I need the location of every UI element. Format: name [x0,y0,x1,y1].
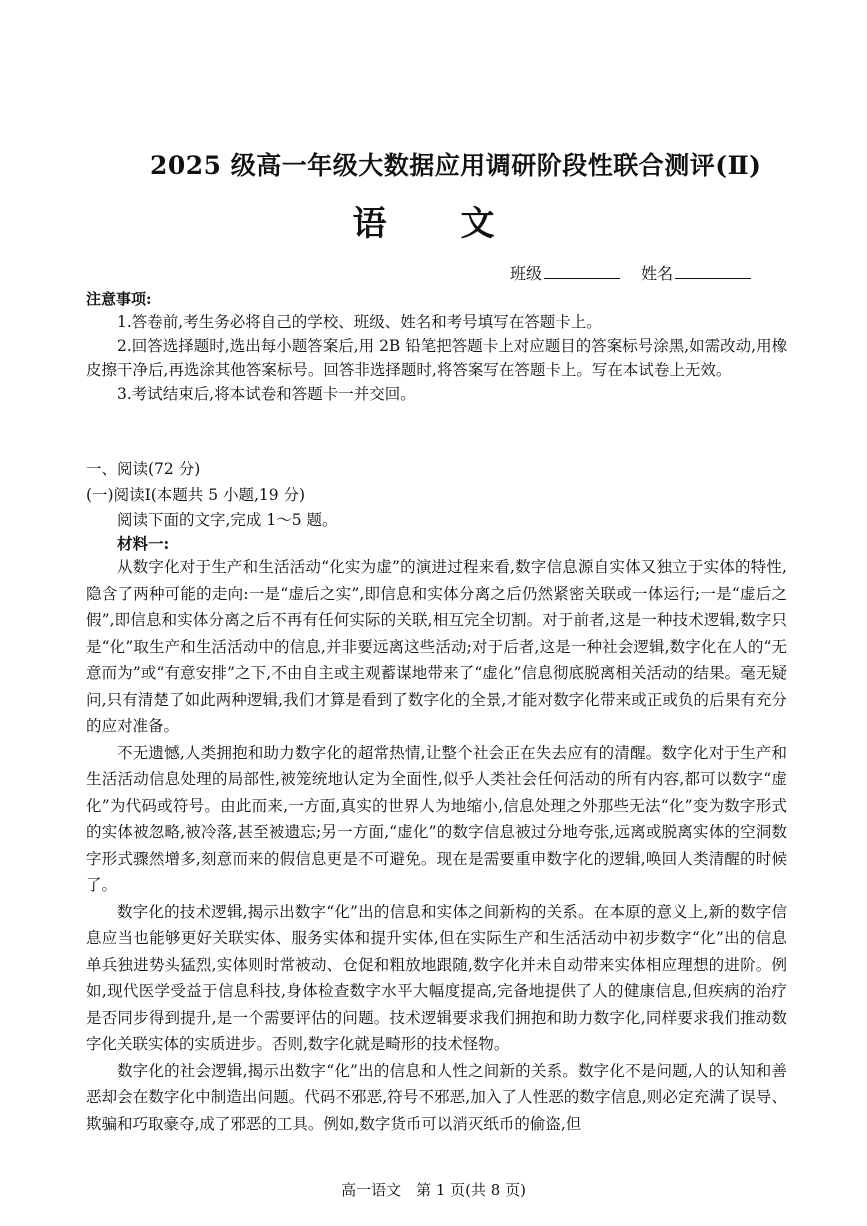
notice-list [86,310,790,406]
section-heading: 一、阅读(72 分) [86,460,201,478]
notice-item: 2.回答选择题时,选出每小题答案后,用 2B 铅笔把答题卡上对应题目的答案标号涂黑,如需改动,用橡皮擦干净后,再选涂其他答案标号。回答非选择题时,将答案写在答题卡上。写在本试卷上无效。 [86,337,788,379]
name-blank [675,264,751,279]
subsection-heading: (一)阅读Ⅰ(本题共 5 小题,19 分) [86,486,306,504]
notice-heading: 注意事项: [86,290,152,308]
subject-title: 语 文 [352,204,515,244]
class-blank [544,264,620,279]
material-label: 材料一: [117,534,170,553]
instruction-text: 阅读下面的文字,完成 1～5 题。 [117,511,338,529]
student-info-fields [510,261,767,284]
passage-paragraph: 从数字化对于生产和生活活动“化实为虚”的演进过程来看,数字信息源自实体又独立于实体的特性,隐含了两种可能的走向:一是“虚后之实”,即信息和实体分离之后仍然紧密关联或一体运行;一是“虚后之假”,即信息和实体分离之后不再有任何实际的关联,相互完全切割。对于前者,这是一种技术逻辑,数字只是“化”取生产和生活活动中的信息,并非要远离这些活动;对于后者,这是一种社会逻辑,数字化在人的“无意而为”或“有意安排”之下,不由自主或主观蓄谋地带来了“虚化”信息彻底脱离相关活动的结果。毫无疑问,只有清楚了如此两种逻辑,我们才算是看到了数字化的全景,才能对数字化带来或正或负的后果有充分的应对准备。 [86,558,787,735]
class-label: 班级 [510,264,543,283]
passage-paragraph: 数字化的技术逻辑,揭示出数字“化”出的信息和实体之间新构的关系。在本原的意义上,新的数字信息应当也能够更好关联实体、服务实体和提升实体,但在实际生产和生活活动中初步数字“化”出的信息单兵独进势头猛烈,实体则时常被动、仓促和粗放地跟随,数字化并未自动带来实体相应理想的进阶。例如,现代医学受益于信息科技,身体检查数字水平大幅度提高,完备地提供了人的健康信息,但疾病的治疗是否同步得到提升,是一个需要评估的问题。技术逻辑要求我们拥抱和助力数字化,同样要求我们推动数字化关联实体的实质进步。否则,数字化就是畸形的技术怪物。 [86,902,787,1053]
notice-item: 1.答卷前,考生务必将自己的学校、班级、姓名和考号填写在答题卡上。 [117,313,602,331]
passage-paragraph: 数字化的社会逻辑,揭示出数字“化”出的信息和人性之间新的关系。数字化不是问题,人的认知和善恶却会在数字化中制造出问题。代码不邪恶,符号不邪恶,加入了人性恶的数字信息,则必定充满了误导、欺骗和巧取豪夺,成了邪恶的工具。例如,数字货币可以消灭纸币的偷盗,但 [86,1061,787,1133]
page-footer: 高一语文 第 1 页(共 8 页) [341,1181,526,1199]
reading-passage [86,554,787,1137]
exam-title: 2025 级高一年级大数据应用调研阶段性联合测评(Ⅱ) [150,151,762,180]
notice-item: 3.考试结束后,将本试卷和答题卡一并交回。 [117,385,416,403]
name-label: 姓名 [641,264,674,283]
passage-paragraph: 不无遗憾,人类拥抱和助力数字化的超常热情,让整个社会正在失去应有的清醒。数字化对于生产和生活活动信息处理的局部性,被笼统地认定为全面性,似乎人类社会任何活动的所有内容,都可以数字“虚化”为代码或符号。由此而来,一方面,真实的世界人为地缩小,信息处理之外那些无法“化”变为数字形式的实体被忽略,被冷落,甚至被遗忘;另一方面,“虚化”的数字信息被过分地夸张,远离或脱离实体的空洞数字形式骤然增多,刻意而来的假信息更是不可避免。现在是需要重申数字化的逻辑,唤回人类清醒的时候了。 [86,743,787,894]
